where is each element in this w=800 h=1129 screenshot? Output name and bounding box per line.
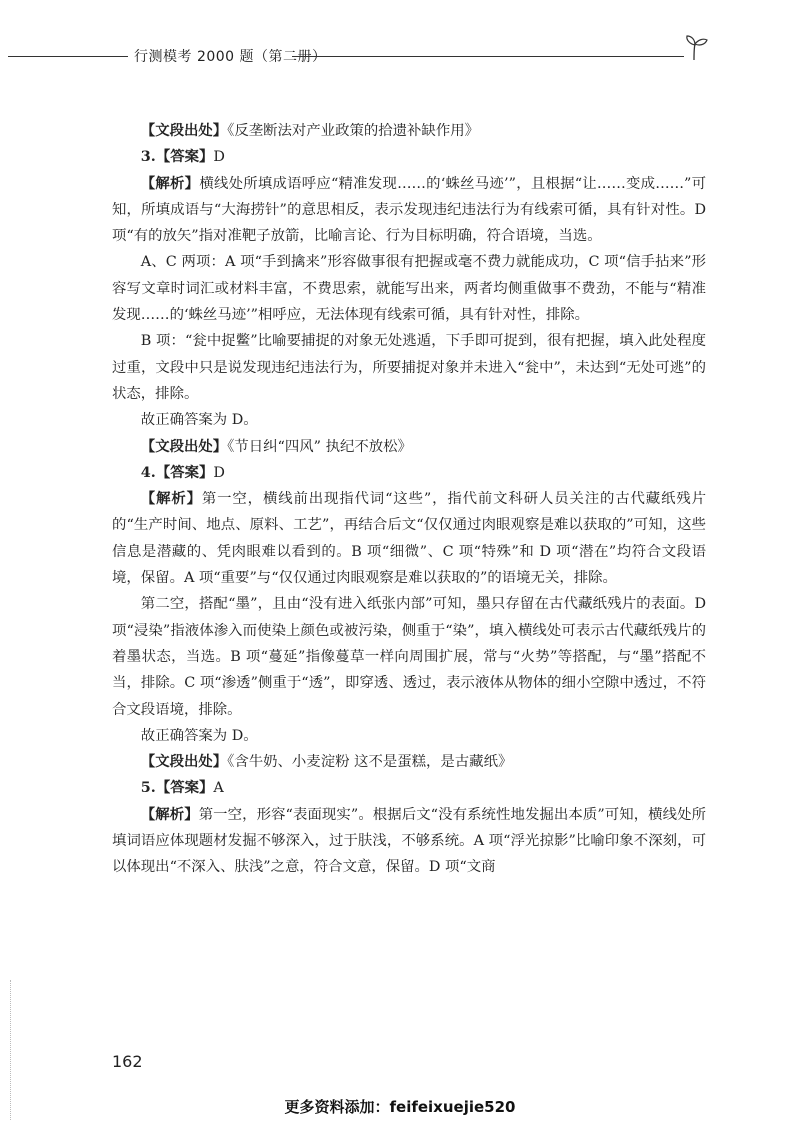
footer-note: 更多资料添加：feifeixuejie520 xyxy=(284,1098,516,1116)
analysis-paragraph: 第二空，搭配“墨”，且由“没有进入纸张内部”可知，墨只存留在古代藏纸残片的表面。D 项“浸染”指液体渗入而使染上颜色或被污染，侧重于“染”，填入横线处可表示古代藏纸残片的着墨状态，当选。B 项“蔓延”指像蔓草一样向周围扩展，常与“火势”等搭配，与“墨”搭配不当，排除。C 项“渗透”侧重于“透”，即穿透、透过，表示液体从物体的细小空隙中透过，不符合文段语境，排除。 xyxy=(112,596,706,718)
conclusion-line: 故正确答案为 D。 xyxy=(140,412,258,429)
analysis-paragraph: A、C 两项：A 项“手到擒来”形容做事很有把握或毫不费力就能成功，C 项“信手拈来”形容写文章时词汇或材料丰富，不费思索，就能写出来，两者均侧重做事不费劲，不能与“精准发现……的‘蛛丝马迹’”相呼应，无法体现有线索可循，具有针对性，排除。 xyxy=(112,254,706,324)
sprout-icon xyxy=(680,32,710,62)
page-number: 162 xyxy=(112,1052,143,1071)
analysis-paragraph: 【解析】第一空，横线前出现指代词“这些”，指代前文科研人员关注的古代藏纸残片的“生产时间、地点、原料、工艺”，再结合后文“仅仅通过肉眼观察是难以获取的”可知，这些信息是潜藏的、凭肉眼难以看到的。B 项“细微”、C 项“特殊”和 D 项“潜在”均符合文段语境，保留。A 项“重要”与“仅仅通过肉眼观察是难以获取的”的语境无关，排除。 xyxy=(112,490,706,587)
source-line: 【文段出处】《反垄断法对产业政策的拾遗补缺作用》 xyxy=(140,122,479,139)
conclusion-line: 故正确答案为 D。 xyxy=(140,727,258,744)
source-line: 【文段出处】《节日纠“四风” 执纪不放松》 xyxy=(140,437,412,455)
analysis-paragraph: 【解析】第一空，形容“表面现实”。根据后文“没有系统性地发掘出本质”可知，横线处所填词语应体现题材发掘不够深入，过于肤浅，不够系统。A 项“浮光掠影”比喻印象不深刻，可以体现出“不深入、肤浅”之意，符合文意，保留。D 项“文商 xyxy=(112,805,706,876)
running-header xyxy=(0,44,800,74)
analysis-paragraph: B 项：“瓮中捉鳖”比喻要捕捉的对象无处逃遁，下手即可捉到，很有把握，填入此处程度过重，文段中只是说发现违纪违法行为，所要捕捉对象并未进入“瓮中”，未达到“无处可逃”的状态，排除。 xyxy=(112,333,706,402)
header-rule-right xyxy=(292,56,684,57)
answer-line: 5.【答案】A xyxy=(140,779,224,797)
header-rule-left xyxy=(8,56,128,57)
answer-line: 4.【答案】D xyxy=(140,463,225,481)
answer-line: 3.【答案】D xyxy=(140,148,225,166)
header-title: 行测模考 2000 题（第二册） xyxy=(134,49,327,65)
source-line: 【文段出处】《含牛奶、小麦淀粉 这不是蛋糕，是古藏纸》 xyxy=(140,753,513,771)
page-body xyxy=(112,118,706,881)
analysis-paragraph: 【解析】横线处所填成语呼应“精准发现……的‘蛛丝马迹’”，且根据“让……变成……”可知，所填成语与“大海捞针”的意思相反，表示发现违纪违法行为有线索可循，具有针对性。D 项“有的放矢”指对准靶子放箭，比喻言论、行为目标明确，符合语境，当选。 xyxy=(112,174,706,245)
